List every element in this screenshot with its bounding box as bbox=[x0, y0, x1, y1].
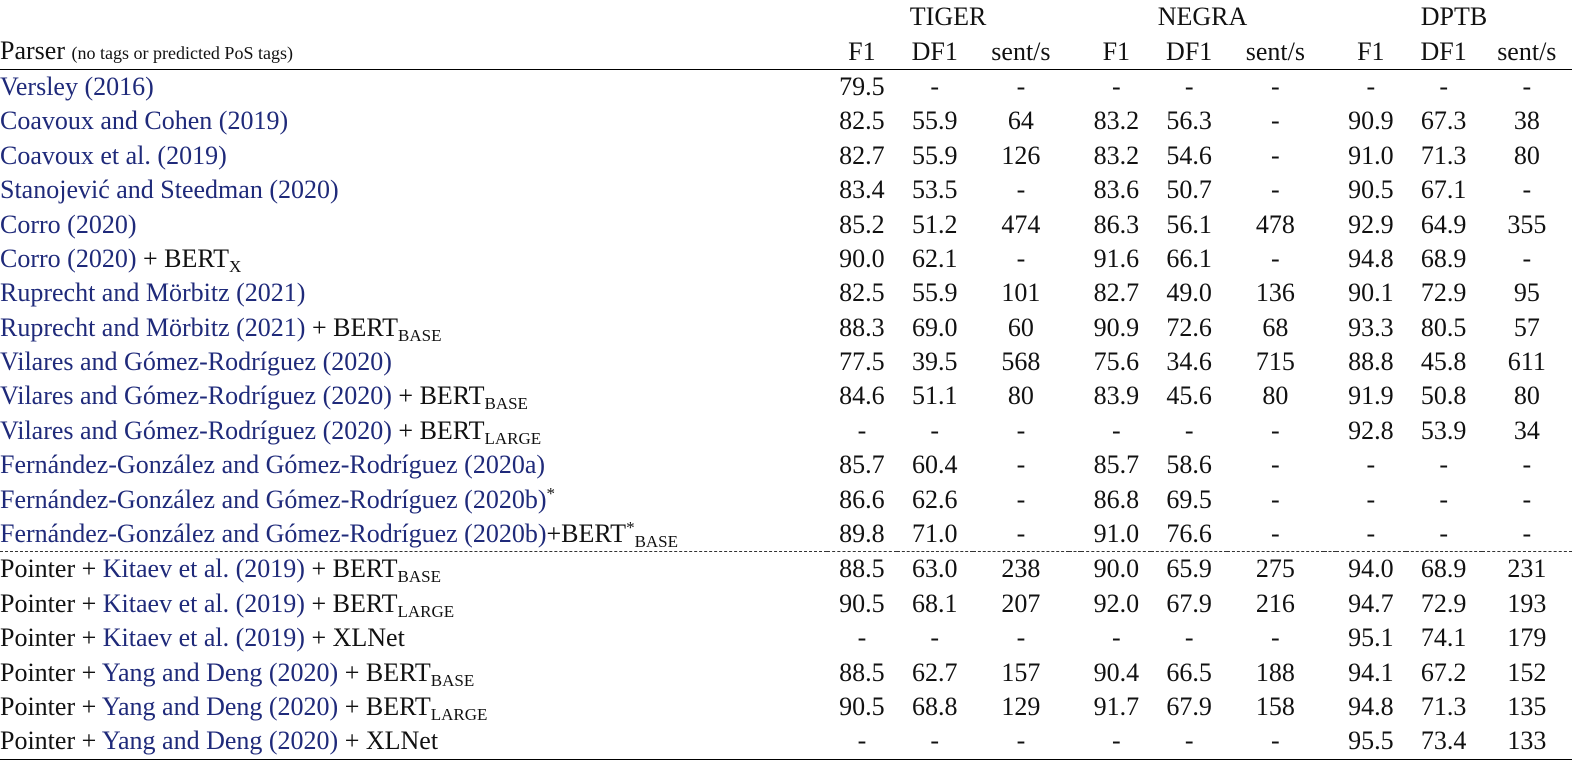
value-tiger-f1: 85.2 bbox=[839, 209, 885, 239]
value-dptb-f1: 94.8 bbox=[1348, 243, 1394, 273]
metric-f1-tiger: F1 bbox=[827, 34, 897, 69]
value-dptb-sents: 80 bbox=[1513, 140, 1540, 170]
value-dptb-sents: 193 bbox=[1507, 588, 1547, 618]
value-negra-sents: - bbox=[1271, 450, 1280, 480]
table-row bbox=[0, 414, 1572, 448]
parser-text: + BERT bbox=[338, 692, 431, 721]
footnote-marker: * bbox=[626, 518, 635, 538]
value-negra-df1: - bbox=[1184, 71, 1194, 101]
citation-link[interactable]: Yang and Deng (2020) bbox=[101, 692, 339, 721]
value-tiger-df1: 62.6 bbox=[911, 484, 958, 514]
value-dptb-f1: 91.9 bbox=[1348, 381, 1394, 411]
table-row bbox=[0, 517, 1572, 552]
value-tiger-df1: - bbox=[930, 623, 940, 653]
value-tiger-sents: - bbox=[973, 724, 1069, 759]
citation-link[interactable]: Versley (2016) bbox=[0, 71, 154, 101]
table-row bbox=[0, 690, 1572, 724]
value-negra-sents: 188 bbox=[1255, 657, 1295, 687]
value-dptb-f1: 90.9 bbox=[1348, 106, 1394, 136]
value-dptb-f1: 94.0 bbox=[1336, 552, 1406, 587]
value-dptb-sents: 231 bbox=[1482, 552, 1572, 587]
value-tiger-sents: - bbox=[1016, 450, 1026, 480]
citation-link[interactable]: Kitaev et al. (2019) bbox=[102, 554, 305, 584]
table-row bbox=[0, 655, 1572, 689]
value-dptb-df1: 67.1 bbox=[1420, 175, 1467, 205]
value-negra-sents: 216 bbox=[1255, 588, 1295, 618]
value-negra-sents: - bbox=[1271, 71, 1280, 101]
value-dptb-f1: - bbox=[1366, 71, 1376, 101]
value-dptb-df1: - bbox=[1439, 519, 1448, 549]
value-negra-df1: 67.9 bbox=[1166, 692, 1212, 721]
value-negra-sents: 715 bbox=[1255, 347, 1295, 377]
table-row bbox=[0, 139, 1572, 173]
value-tiger-f1: - bbox=[857, 415, 867, 445]
parser-name-cell bbox=[0, 69, 827, 104]
value-negra-df1: 56.3 bbox=[1166, 106, 1212, 136]
citation-link[interactable]: Corro (2020) bbox=[0, 243, 137, 273]
value-tiger-df1: 55.9 bbox=[911, 106, 958, 136]
value-tiger-df1: 39.5 bbox=[911, 347, 958, 377]
value-dptb-sents: 133 bbox=[1482, 724, 1572, 759]
table-row bbox=[0, 173, 1572, 207]
metric-header-row bbox=[0, 34, 1572, 69]
value-dptb-f1: - bbox=[1366, 450, 1376, 480]
parser-name-cell bbox=[0, 517, 827, 552]
parser-name-cell bbox=[0, 104, 827, 138]
value-negra-f1: 82.7 bbox=[1093, 278, 1140, 308]
value-tiger-df1: 51.1 bbox=[911, 381, 958, 411]
value-dptb-sents: - bbox=[1522, 175, 1532, 205]
group-header-tiger: TIGER bbox=[909, 2, 987, 32]
value-tiger-sents: - bbox=[1016, 623, 1026, 653]
value-negra-df1: - bbox=[1151, 724, 1227, 759]
value-tiger-sents: - bbox=[1016, 415, 1026, 445]
value-tiger-f1: 88.3 bbox=[839, 312, 885, 342]
value-tiger-df1: 71.0 bbox=[911, 519, 958, 549]
value-dptb-df1: 73.4 bbox=[1406, 724, 1482, 759]
value-tiger-df1: 69.0 bbox=[911, 312, 958, 342]
value-negra-f1: 83.6 bbox=[1093, 175, 1140, 205]
metric-df1-dptb: DF1 bbox=[1406, 34, 1482, 69]
parser-text: + BERT bbox=[391, 415, 485, 445]
citation-link[interactable]: Fernández-González and Gómez-Rodríguez (2020a) bbox=[0, 450, 546, 480]
value-negra-sents: - bbox=[1271, 623, 1280, 653]
value-dptb-sents: - bbox=[1522, 519, 1532, 549]
model-subscript: BASE bbox=[634, 532, 679, 552]
citation-link[interactable]: Kitaev et al. (2019) bbox=[102, 588, 305, 618]
parser-name-cell bbox=[0, 448, 827, 482]
value-tiger-df1: 63.0 bbox=[897, 552, 973, 587]
value-negra-f1: 92.0 bbox=[1093, 588, 1140, 618]
value-dptb-f1: 94.7 bbox=[1348, 588, 1394, 618]
citation-link[interactable]: Coavoux et al. (2019) bbox=[0, 140, 227, 170]
value-dptb-sents: - bbox=[1522, 484, 1532, 514]
parser-text: Pointer + bbox=[0, 623, 103, 653]
parser-name-cell bbox=[0, 276, 827, 310]
value-tiger-f1: 84.6 bbox=[839, 381, 885, 411]
value-tiger-f1: - bbox=[857, 623, 867, 653]
value-dptb-df1: 80.5 bbox=[1420, 312, 1467, 342]
value-negra-f1: 91.0 bbox=[1093, 519, 1140, 549]
citation-link[interactable]: Vilares and Gómez-Rodríguez (2020) bbox=[0, 415, 392, 445]
value-dptb-f1: 92.9 bbox=[1348, 209, 1394, 239]
value-negra-f1: 90.4 bbox=[1093, 657, 1140, 687]
value-negra-f1: 83.2 bbox=[1093, 140, 1140, 170]
value-tiger-sents: - bbox=[1016, 519, 1026, 549]
value-dptb-df1: 67.3 bbox=[1420, 106, 1467, 136]
table-row bbox=[0, 345, 1572, 379]
value-negra-f1: - bbox=[1081, 724, 1151, 759]
value-negra-f1: - bbox=[1112, 71, 1121, 101]
citation-link[interactable]: Vilares and Gómez-Rodríguez (2020) bbox=[0, 347, 392, 377]
value-dptb-sents: 179 bbox=[1507, 623, 1547, 653]
citation-link[interactable]: Fernández-González and Gómez-Rodríguez (2020b) bbox=[0, 484, 547, 514]
model-subscript: LARGE bbox=[397, 601, 455, 621]
value-tiger-f1: 86.6 bbox=[839, 484, 885, 514]
value-dptb-sents: 95 bbox=[1513, 278, 1540, 308]
value-negra-sents: - bbox=[1227, 724, 1323, 759]
value-tiger-sents: 129 bbox=[1001, 692, 1041, 721]
metric-f1-negra: F1 bbox=[1081, 34, 1151, 69]
model-subscript: BASE bbox=[484, 394, 528, 414]
value-dptb-sents: 80 bbox=[1513, 381, 1540, 411]
value-dptb-f1: 95.5 bbox=[1336, 724, 1406, 759]
value-dptb-sents: 152 bbox=[1507, 657, 1547, 687]
value-negra-f1: 90.9 bbox=[1093, 312, 1140, 342]
value-tiger-sents: - bbox=[1016, 484, 1026, 514]
value-tiger-df1: 68.8 bbox=[911, 692, 958, 721]
model-subscript: LARGE bbox=[430, 705, 488, 724]
metric-f1-dptb: F1 bbox=[1336, 34, 1406, 69]
metric-df1-negra: DF1 bbox=[1151, 34, 1227, 69]
value-dptb-df1: 72.9 bbox=[1420, 278, 1467, 308]
value-negra-f1: 83.9 bbox=[1093, 381, 1140, 411]
value-dptb-sents: 611 bbox=[1507, 347, 1546, 377]
parser-name-cell bbox=[0, 242, 827, 276]
value-dptb-f1: 94.8 bbox=[1348, 692, 1394, 721]
value-negra-df1: 49.0 bbox=[1166, 278, 1212, 308]
value-dptb-df1: 71.3 bbox=[1420, 692, 1467, 721]
value-negra-f1: 91.6 bbox=[1093, 243, 1140, 273]
metric-sents-dptb: sent/s bbox=[1482, 34, 1572, 69]
metric-sents-tiger: sent/s bbox=[973, 34, 1069, 69]
value-negra-f1: - bbox=[1112, 623, 1121, 653]
model-subscript: LARGE bbox=[484, 428, 542, 448]
table-row bbox=[0, 448, 1572, 482]
value-negra-f1: 85.7 bbox=[1093, 450, 1140, 480]
parser-name-cell bbox=[0, 587, 827, 621]
value-dptb-sents: - bbox=[1522, 71, 1532, 101]
model-subscript: BASE bbox=[398, 325, 442, 345]
value-dptb-f1: 94.1 bbox=[1348, 657, 1394, 687]
parser-text: Pointer + bbox=[0, 657, 102, 687]
value-tiger-sents: 80 bbox=[1007, 381, 1034, 411]
value-negra-df1: 50.7 bbox=[1166, 175, 1212, 205]
value-dptb-df1: 50.8 bbox=[1420, 381, 1467, 411]
value-tiger-f1: 83.4 bbox=[839, 175, 885, 205]
value-tiger-sents: 60 bbox=[1007, 312, 1034, 342]
parser-name-cell bbox=[0, 173, 827, 207]
value-tiger-f1: - bbox=[827, 724, 897, 759]
value-negra-sents: 275 bbox=[1227, 552, 1323, 587]
value-tiger-f1: 85.7 bbox=[839, 450, 885, 480]
value-negra-sents: 158 bbox=[1255, 692, 1295, 721]
parser-note: (no tags or predicted PoS tags) bbox=[71, 42, 293, 63]
value-dptb-f1: - bbox=[1366, 519, 1376, 549]
value-tiger-f1: 89.8 bbox=[839, 519, 885, 549]
table-row bbox=[0, 621, 1572, 655]
parser-name-cell bbox=[0, 311, 827, 345]
citation-link[interactable]: Ruprecht and Mörbitz (2021) bbox=[0, 278, 306, 308]
parser-text: Pointer + bbox=[0, 692, 102, 721]
value-dptb-sents: 355 bbox=[1507, 209, 1547, 239]
value-negra-sents: - bbox=[1271, 484, 1280, 514]
value-tiger-sents: 474 bbox=[1001, 209, 1041, 239]
value-negra-f1: - bbox=[1112, 415, 1121, 445]
value-dptb-sents: 135 bbox=[1507, 692, 1547, 721]
parser-text: + BERT bbox=[304, 554, 398, 584]
value-dptb-df1: 72.9 bbox=[1420, 588, 1467, 618]
dataset-header-row bbox=[0, 0, 1572, 34]
value-tiger-df1: 55.9 bbox=[911, 140, 958, 170]
parser-name-cell bbox=[0, 552, 827, 587]
value-negra-sents: - bbox=[1271, 175, 1280, 205]
value-tiger-f1: 79.5 bbox=[839, 71, 885, 101]
value-dptb-f1: 90.5 bbox=[1348, 175, 1394, 205]
citation-link[interactable]: Fernández-González and Gómez-Rodríguez (2020b) bbox=[0, 519, 547, 549]
value-dptb-sents: - bbox=[1522, 243, 1532, 273]
value-negra-sents: - bbox=[1271, 415, 1280, 445]
value-dptb-df1: 68.9 bbox=[1406, 552, 1482, 587]
value-tiger-f1: 88.5 bbox=[839, 657, 885, 687]
parser-name-cell bbox=[0, 482, 827, 516]
model-subscript: BASE bbox=[397, 567, 441, 587]
value-tiger-sents: 568 bbox=[1001, 347, 1041, 377]
value-dptb-df1: 68.9 bbox=[1420, 243, 1467, 273]
value-tiger-df1: 60.4 bbox=[911, 450, 958, 480]
citation-link[interactable]: Kitaev et al. (2019) bbox=[102, 623, 305, 653]
value-tiger-f1: 82.7 bbox=[839, 140, 885, 170]
metric-sents-negra: sent/s bbox=[1227, 34, 1323, 69]
value-tiger-sents: 126 bbox=[1001, 140, 1041, 170]
table-row bbox=[0, 552, 1572, 587]
value-negra-df1: 54.6 bbox=[1166, 140, 1212, 170]
citation-link[interactable]: Yang and Deng (2020) bbox=[101, 726, 339, 756]
citation-link[interactable]: Coavoux and Cohen (2019) bbox=[0, 106, 289, 136]
value-negra-f1: 83.2 bbox=[1093, 106, 1140, 136]
parser-text: + BERT bbox=[305, 312, 398, 342]
parser-text: +BERT bbox=[546, 519, 627, 549]
citation-link[interactable]: Corro (2020) bbox=[0, 209, 137, 239]
parser-text: + XLNet bbox=[304, 623, 405, 653]
value-tiger-sents: - bbox=[1016, 71, 1026, 101]
value-tiger-df1: 62.1 bbox=[911, 243, 958, 273]
parser-text: + BERT bbox=[391, 381, 485, 411]
value-tiger-df1: 55.9 bbox=[911, 278, 958, 308]
parser-text: Pointer + bbox=[0, 726, 102, 756]
value-negra-df1: 58.6 bbox=[1166, 450, 1212, 480]
value-negra-df1: 34.6 bbox=[1166, 347, 1212, 377]
parser-name-cell bbox=[0, 414, 827, 448]
value-dptb-f1: 88.8 bbox=[1348, 347, 1394, 377]
value-negra-df1: 67.9 bbox=[1166, 588, 1212, 618]
value-tiger-df1: - bbox=[930, 71, 940, 101]
value-negra-sents: - bbox=[1271, 106, 1280, 136]
parser-name-cell bbox=[0, 207, 827, 241]
model-subscript: BASE bbox=[430, 670, 475, 690]
parser-name-cell bbox=[0, 690, 827, 724]
citation-link[interactable]: Ruprecht and Mörbitz (2021) bbox=[0, 312, 306, 342]
value-negra-df1: 65.9 bbox=[1151, 552, 1227, 587]
value-negra-df1: 66.5 bbox=[1166, 657, 1212, 687]
value-tiger-f1: 88.5 bbox=[827, 552, 897, 587]
value-tiger-df1: - bbox=[897, 724, 973, 759]
parser-text: + BERT bbox=[136, 243, 230, 273]
parser-name-cell bbox=[0, 139, 827, 173]
value-negra-df1: - bbox=[1184, 415, 1194, 445]
value-dptb-df1: 53.9 bbox=[1420, 415, 1467, 445]
table-row bbox=[0, 242, 1572, 276]
value-tiger-sents: 157 bbox=[1001, 657, 1041, 687]
parser-text: + BERT bbox=[304, 588, 398, 618]
value-negra-df1: 56.1 bbox=[1166, 209, 1212, 239]
value-negra-df1: 45.6 bbox=[1166, 381, 1212, 411]
parser-name-cell bbox=[0, 655, 827, 689]
value-negra-df1: 66.1 bbox=[1166, 243, 1212, 273]
value-tiger-f1: 82.5 bbox=[839, 106, 885, 136]
value-negra-f1: 91.7 bbox=[1093, 692, 1140, 721]
metric-df1-tiger: DF1 bbox=[897, 34, 973, 69]
table-row bbox=[0, 207, 1572, 241]
value-dptb-f1: - bbox=[1366, 484, 1376, 514]
parser-text: Pointer + bbox=[0, 554, 103, 584]
value-tiger-df1: 62.7 bbox=[911, 657, 958, 687]
value-dptb-f1: 93.3 bbox=[1348, 312, 1394, 342]
value-dptb-sents: - bbox=[1522, 450, 1532, 480]
value-negra-sents: 478 bbox=[1255, 209, 1295, 239]
value-negra-f1: 90.0 bbox=[1081, 552, 1151, 587]
value-tiger-df1: 53.5 bbox=[911, 175, 958, 205]
value-dptb-df1: - bbox=[1439, 484, 1448, 514]
value-tiger-sents: - bbox=[1016, 175, 1026, 205]
value-negra-df1: 69.5 bbox=[1166, 484, 1212, 514]
value-tiger-df1: - bbox=[930, 415, 940, 445]
group-header-dptb: DPTB bbox=[1420, 2, 1488, 32]
value-tiger-df1: 51.2 bbox=[911, 209, 958, 239]
value-dptb-f1: 90.1 bbox=[1348, 278, 1394, 308]
value-tiger-sents: 207 bbox=[1001, 588, 1041, 618]
citation-link[interactable]: Stanojević and Steedman (2020) bbox=[0, 175, 339, 205]
value-tiger-sents: - bbox=[1016, 243, 1026, 273]
value-tiger-df1: 68.1 bbox=[911, 588, 958, 618]
value-dptb-sents: 57 bbox=[1513, 312, 1540, 342]
model-subscript: X bbox=[229, 256, 242, 276]
citation-link[interactable]: Vilares and Gómez-Rodríguez (2020) bbox=[0, 381, 392, 411]
value-tiger-sents: 64 bbox=[1007, 106, 1034, 136]
value-negra-f1: 86.3 bbox=[1093, 209, 1140, 239]
value-dptb-sents: 34 bbox=[1513, 415, 1540, 445]
value-dptb-df1: - bbox=[1439, 450, 1448, 480]
header-blank bbox=[0, 0, 827, 34]
value-tiger-f1: 90.0 bbox=[839, 243, 885, 273]
value-negra-df1: 76.6 bbox=[1166, 519, 1212, 549]
value-dptb-f1: 91.0 bbox=[1348, 140, 1394, 170]
value-tiger-f1: 77.5 bbox=[839, 347, 885, 377]
table-row bbox=[0, 276, 1572, 310]
value-dptb-df1: 71.3 bbox=[1420, 140, 1467, 170]
parser-column-header bbox=[0, 34, 827, 69]
value-dptb-df1: 67.2 bbox=[1420, 657, 1467, 687]
table-row bbox=[0, 587, 1572, 621]
value-negra-sents: 136 bbox=[1255, 278, 1295, 308]
parser-label: Parser bbox=[0, 35, 65, 65]
value-dptb-df1: 45.8 bbox=[1420, 347, 1467, 377]
value-negra-f1: 75.6 bbox=[1093, 347, 1140, 377]
footnote-marker: * bbox=[546, 483, 555, 503]
table-row bbox=[0, 69, 1572, 104]
table-row bbox=[0, 482, 1572, 516]
table-row bbox=[0, 724, 1572, 759]
parser-text: + BERT bbox=[338, 657, 431, 687]
parser-name-cell bbox=[0, 345, 827, 379]
value-tiger-f1: 82.5 bbox=[839, 278, 885, 308]
value-negra-df1: 72.6 bbox=[1166, 312, 1212, 342]
value-dptb-df1: 74.1 bbox=[1420, 623, 1467, 653]
value-tiger-f1: 90.5 bbox=[839, 588, 885, 618]
value-tiger-sents: 238 bbox=[973, 552, 1069, 587]
value-negra-f1: 86.8 bbox=[1093, 484, 1140, 514]
parser-name-cell bbox=[0, 621, 827, 655]
value-negra-sents: 80 bbox=[1262, 381, 1289, 411]
value-dptb-df1: 64.9 bbox=[1420, 209, 1467, 239]
value-tiger-f1: 90.5 bbox=[839, 692, 885, 721]
value-dptb-f1: 92.8 bbox=[1348, 415, 1394, 445]
value-negra-sents: - bbox=[1271, 519, 1280, 549]
citation-link[interactable]: Yang and Deng (2020) bbox=[101, 657, 339, 687]
value-negra-df1: - bbox=[1184, 623, 1194, 653]
parser-text: Pointer + bbox=[0, 588, 103, 618]
group-header-negra: NEGRA bbox=[1157, 2, 1248, 32]
table-row bbox=[0, 311, 1572, 345]
value-tiger-sents: 101 bbox=[1001, 278, 1041, 308]
value-dptb-sents: 38 bbox=[1513, 106, 1540, 136]
parser-text: + XLNet bbox=[338, 726, 439, 756]
table-row bbox=[0, 379, 1572, 413]
parser-name-cell bbox=[0, 724, 827, 759]
value-dptb-f1: 95.1 bbox=[1348, 623, 1394, 653]
table-row bbox=[0, 104, 1572, 138]
value-negra-sents: - bbox=[1271, 140, 1280, 170]
value-negra-sents: - bbox=[1271, 243, 1280, 273]
table-body bbox=[0, 69, 1572, 759]
parser-name-cell bbox=[0, 379, 827, 413]
value-dptb-df1: - bbox=[1439, 71, 1448, 101]
value-negra-sents: 68 bbox=[1262, 312, 1289, 342]
